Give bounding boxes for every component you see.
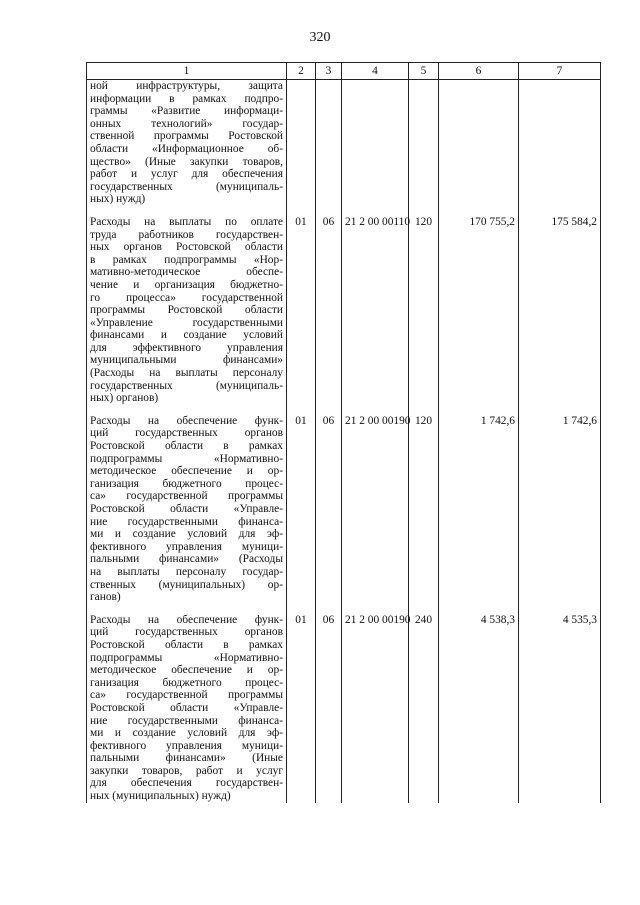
table-row: [87, 80, 601, 206]
target-article-code: 21 2 00 00110: [342, 206, 409, 405]
description-line: ных) нужд): [90, 193, 146, 206]
section-code: [287, 80, 316, 206]
target-article-code: 21 2 00 00190: [342, 604, 409, 803]
description-line: ганов): [90, 591, 121, 604]
expense-description: [87, 206, 287, 405]
description-line: ми и создание условий для эф-: [90, 528, 283, 541]
section-code: 01: [287, 604, 316, 803]
description-line: «Управление государственными: [90, 316, 283, 329]
header-row: [87, 63, 601, 80]
description-line: ми и создание условий для эф-: [90, 727, 283, 740]
description-line: государственных (муниципаль-: [90, 379, 283, 392]
description-line: ций государственных органов: [90, 427, 283, 440]
description-line: Ростовской области «Управле-: [90, 701, 283, 714]
expense-type-code: 240: [409, 604, 439, 803]
description-line: пальными финансами» (Иные: [90, 752, 283, 765]
description-line: Ростовской области в рамках: [90, 440, 283, 453]
description-line: финансами и создание условий: [90, 329, 283, 342]
description-line: (Расходы на выплаты персоналу: [90, 367, 283, 380]
description-line: ций государственных органов: [90, 626, 283, 639]
description-line: ных) органов): [90, 392, 159, 405]
description-line: муниципальными финансами»: [90, 354, 283, 367]
header-col-5: 5: [409, 63, 439, 80]
header-col-7: 7: [519, 63, 601, 80]
description-line: ственной программы Ростовской: [90, 130, 283, 143]
amount-year-1: 170 755,2: [439, 206, 519, 405]
subsection-code: [316, 80, 342, 206]
description-line: чение и организация бюджетно-: [90, 278, 283, 291]
amount-year-2: 4 535,3: [519, 604, 601, 803]
amount-year-1: 1 742,6: [439, 405, 519, 604]
description-line: государственных (муниципаль-: [90, 180, 283, 193]
description-line: ственных (муниципальных) ор-: [90, 578, 283, 591]
description-line: области «Информационное об-: [90, 142, 283, 155]
description-line: для эффективного управления: [90, 341, 283, 354]
expense-description: [87, 80, 287, 206]
section-code: 01: [287, 405, 316, 604]
description-line: граммы «Развитие информаци-: [90, 105, 283, 118]
amount-year-2: 1 742,6: [519, 405, 601, 604]
amount-year-2: [519, 80, 601, 206]
description-line: Расходы на обеспечение функ-: [90, 613, 283, 626]
description-line: программы Ростовской области: [90, 304, 283, 317]
description-line: информации в рамках подпро-: [90, 92, 283, 105]
description-line: ных органов Ростовской области: [90, 241, 283, 254]
budget-table: [86, 62, 601, 803]
description-line: го процесса» государственной: [90, 291, 283, 304]
description-line: щество» (Иные закупки товаров,: [90, 155, 283, 168]
description-line: ганизация бюджетного процес-: [90, 477, 283, 490]
expense-description: [87, 405, 287, 604]
description-line: работ и услуг для обеспечения: [90, 168, 283, 181]
target-article-code: [342, 80, 409, 206]
table-row: [87, 604, 601, 803]
description-line: на выплаты персоналу государ-: [90, 565, 283, 578]
amount-year-2: 175 584,2: [519, 206, 601, 405]
description-line: ние государственными финанса-: [90, 515, 283, 528]
description-line: методическое обеспечение и ор-: [90, 664, 283, 677]
table-row: [87, 206, 601, 405]
expense-type-code: [409, 80, 439, 206]
subsection-code: 06: [316, 405, 342, 604]
header-col-3: 3: [316, 63, 342, 80]
expense-type-code: 120: [409, 206, 439, 405]
section-code: 01: [287, 206, 316, 405]
table-row: [87, 405, 601, 604]
description-line: подпрограммы «Нормативно-: [90, 651, 283, 664]
page-number: 320: [309, 30, 331, 45]
header-col-2: 2: [287, 63, 316, 80]
expense-type-code: 120: [409, 405, 439, 604]
subsection-code: 06: [316, 206, 342, 405]
description-line: в рамках подпрограммы «Нор-: [90, 253, 283, 266]
description-line: для обеспечения государствен-: [90, 777, 283, 790]
description-line: ганизация бюджетного процес-: [90, 676, 283, 689]
amount-year-1: [439, 80, 519, 206]
header-col-6: 6: [439, 63, 519, 80]
header-col-4: 4: [342, 63, 409, 80]
description-line: са» государственной программы: [90, 490, 283, 503]
description-line: Расходы на обеспечение функ-: [90, 414, 283, 427]
expense-description: [87, 604, 287, 803]
description-line: подпрограммы «Нормативно-: [90, 452, 283, 465]
description-line: Ростовской области в рамках: [90, 638, 283, 651]
description-line: Ростовской области «Управле-: [90, 503, 283, 515]
description-line: методическое обеспечение и ор-: [90, 465, 283, 478]
description-line: ной инфраструктуры, защита: [90, 80, 283, 92]
description-line: закупки товаров, работ и услуг: [90, 764, 283, 777]
description-line: ных (муниципальных) нужд): [90, 790, 231, 803]
description-line: пальными финансами» (Расходы: [90, 553, 283, 566]
target-article-code: 21 2 00 00190: [342, 405, 409, 604]
amount-year-1: 4 538,3: [439, 604, 519, 803]
table-body: [87, 80, 601, 803]
description-line: фективного управления муници-: [90, 540, 283, 553]
description-line: фективного управления муници-: [90, 739, 283, 752]
header-col-1: 1: [87, 63, 287, 80]
description-line: ние государственными финанса-: [90, 714, 283, 727]
subsection-code: 06: [316, 604, 342, 803]
description-line: Расходы на выплаты по оплате: [90, 215, 283, 228]
description-line: мативно-методическое обеспе-: [90, 266, 283, 279]
description-line: онных технологий» государ-: [90, 117, 283, 130]
description-line: труда работников государствен-: [90, 228, 283, 241]
description-line: са» государственной программы: [90, 689, 283, 702]
